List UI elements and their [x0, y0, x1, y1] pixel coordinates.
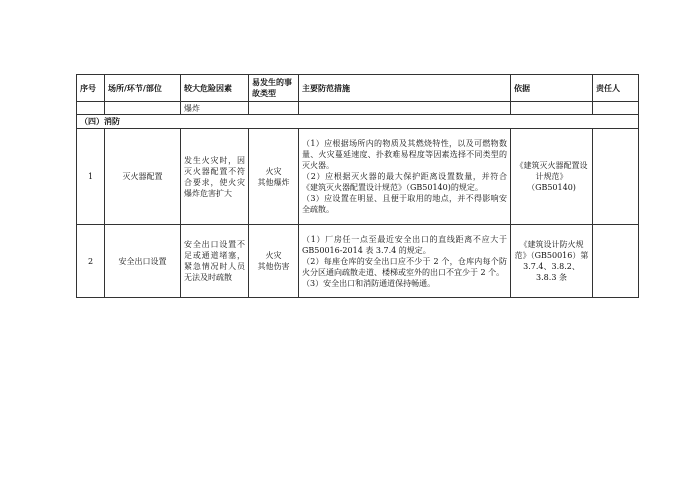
measure-item: （2）每座仓库的安全出口应不少于 2 个，仓库内每个防火分区通向疏散走道、楼梯或室外的出口不宜少于 2 个。: [302, 256, 507, 277]
header-responsible: 责任人: [593, 75, 639, 102]
cell-empty: [299, 102, 511, 115]
row-responsible: [593, 129, 639, 225]
cell-empty: [511, 102, 593, 115]
section-title: （四）消防: [77, 115, 639, 129]
row-seq: 1: [77, 129, 105, 225]
accident-type-line: 其他伤害: [257, 262, 290, 271]
row-accident-type: [249, 129, 299, 225]
measure-item: （1）应根据场所内的物质及其燃烧特性，以及可燃物数量、火灾蔓延速度、扑救难易程度等因素选择不同类型的灭火器。: [302, 139, 507, 170]
row-measures: [299, 225, 511, 298]
header-hazard: 较大危险因素: [181, 75, 249, 102]
row-basis: 《建筑设计防火规范》（GB50016）第 3.7.4、3.8.2、3.8.3 条: [511, 225, 593, 298]
row-basis: 《建筑灭火器配置设计规范》（GB50140): [511, 129, 593, 225]
header-basis: 依据: [511, 75, 593, 102]
section-row: [77, 115, 639, 129]
row-hazard: 发生火灾时，因灭火器配置不符合要求，使火灾爆炸危害扩大: [181, 129, 249, 225]
accident-type-line: 其他爆炸: [257, 177, 290, 187]
table-header-row: [77, 75, 639, 102]
row-seq: 2: [77, 225, 105, 298]
cell-empty: [249, 102, 299, 115]
measure-item: （3）应设置在明显、且便于取用的地点，并不得影响安全疏散。: [302, 194, 507, 214]
table-row: [77, 129, 639, 225]
table-row: [77, 225, 639, 298]
header-measures: 主要防范措施: [299, 75, 511, 102]
row-hazard: 安全出口设置不足或通道堵塞，紧急情况时人员无法及时疏散: [181, 225, 249, 298]
measure-item: （1）厂房任一点至最近安全出口的直线距离不应大于GB50016-2014 表 3.7.4 的规定。: [302, 234, 507, 255]
measure-item: （3）安全出口和消防通道保持畅通。: [302, 278, 436, 288]
continuation-row: [77, 102, 639, 115]
cell-empty: [105, 102, 181, 115]
header-accident-type: 易发生的事故类型: [249, 75, 299, 102]
row-location: 安全出口设置: [105, 225, 181, 298]
hazard-measures-table: [76, 74, 639, 298]
cell-empty: [77, 102, 105, 115]
row-location: 灭火器配置: [105, 129, 181, 225]
accident-type-line: 火灾: [265, 251, 282, 260]
header-location: 场所/环节/部位: [105, 75, 181, 102]
row-measures: [299, 129, 511, 225]
accident-type-line: 火灾: [265, 166, 282, 176]
row-responsible: [593, 225, 639, 298]
continuation-hazard: 爆炸: [181, 102, 249, 115]
row-accident-type: [249, 225, 299, 298]
measure-item: （2）应根据灭火器的最大保护距离设置数量，并符合《建筑灭火器配置设计规范》（GB50140)的规定。: [302, 172, 507, 192]
cell-empty: [593, 102, 639, 115]
header-seq: 序号: [77, 75, 105, 102]
